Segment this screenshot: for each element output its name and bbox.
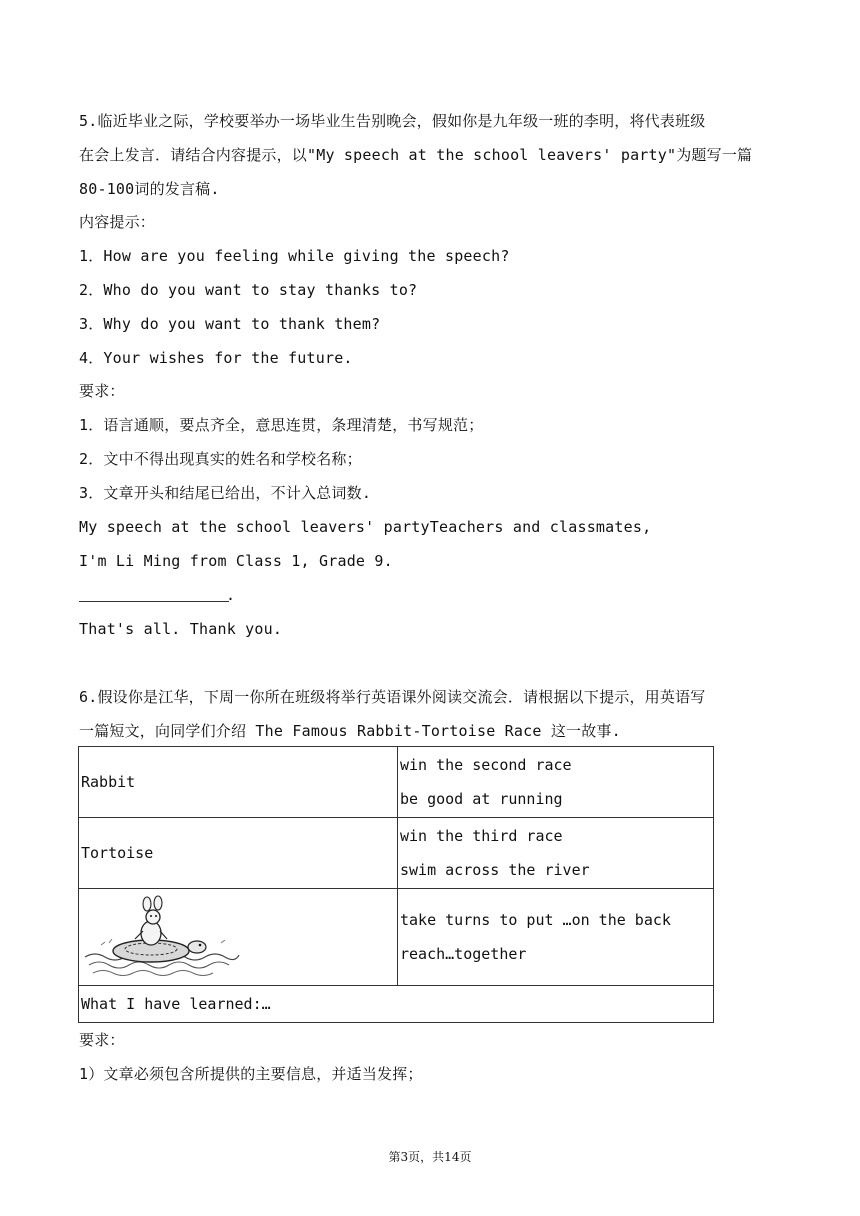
together-note-2: reach…together bbox=[400, 945, 527, 963]
q5-requirement-2: 2．文中不得出现真实的姓名和学校名称； bbox=[79, 450, 362, 468]
answer-blank-line bbox=[79, 589, 229, 602]
q5-prompt-line-3: 80-100词的发言稿. bbox=[79, 180, 220, 198]
table-row bbox=[79, 818, 714, 889]
table-row bbox=[79, 889, 714, 986]
table-row bbox=[79, 747, 714, 818]
rabbit-notes-cell bbox=[398, 747, 714, 818]
together-notes-cell bbox=[398, 889, 714, 986]
rabbit-on-tortoise-illustration bbox=[81, 895, 241, 979]
q5-opening-line-1: My speech at the school leavers' partyTeachers and classmates, bbox=[79, 518, 652, 536]
q5-closing-line: That's all. Thank you. bbox=[79, 620, 283, 638]
q5-opening-line-2: I'm Li Ming from Class 1, Grade 9. bbox=[79, 552, 393, 570]
tortoise-notes-cell bbox=[398, 818, 714, 889]
q5-hint-4: 4．Your wishes for the future. bbox=[79, 349, 353, 367]
q5-requirements-title: 要求： bbox=[79, 382, 125, 400]
q5-prompt-line-1: 5.临近毕业之际，学校要举办一场毕业生告别晚会，假如你是九年级一班的李明，将代表班级 bbox=[79, 112, 706, 130]
q5-requirement-3: 3．文章开头和结尾已给出，不计入总词数. bbox=[79, 484, 372, 502]
story-info-table bbox=[78, 746, 714, 1023]
q5-hint-2: 2．Who do you want to stay thanks to? bbox=[79, 281, 418, 299]
q5-requirement-1: 1．语言通顺，要点齐全，意思连贯，条理清楚，书写规范； bbox=[79, 416, 484, 434]
q5-hint-1: 1．How are you feeling while giving the speech? bbox=[79, 247, 510, 265]
tortoise-note-1: win the third race bbox=[400, 827, 563, 845]
rabbit-note-2: be good at running bbox=[400, 790, 563, 808]
rabbit-note-1: win the second race bbox=[400, 756, 572, 774]
rabbit-cell: Rabbit bbox=[79, 747, 398, 818]
q6-prompt-line-2: 一篇短文，向同学们介绍 The Famous Rabbit-Tortoise Race 这一故事. bbox=[79, 722, 621, 740]
table-row bbox=[79, 986, 714, 1023]
q6-requirements-title: 要求： bbox=[79, 1031, 125, 1049]
illustration-cell bbox=[79, 889, 398, 986]
tortoise-cell: Tortoise bbox=[79, 818, 398, 889]
page-number-footer: 第3页，共14页 bbox=[388, 1150, 472, 1164]
q6-requirement-1: 1）文章必须包含所提供的主要信息，并适当发挥； bbox=[79, 1065, 423, 1083]
q6-prompt-line-1: 6.假设你是江华，下周一你所在班级将举行英语课外阅读交流会．请根据以下提示，用英语写 bbox=[79, 688, 706, 706]
answer-blank-period: . bbox=[226, 586, 236, 604]
together-note-1: take turns to put …on the back bbox=[400, 911, 671, 929]
lesson-learned-cell: What I have learned:… bbox=[79, 986, 714, 1023]
q5-hint-3: 3．Why do you want to thank them? bbox=[79, 315, 381, 333]
q5-prompt-line-2: 在会上发言．请结合内容提示，以"My speech at the school leavers' party"为题写一篇 bbox=[79, 146, 753, 164]
tortoise-note-2: swim across the river bbox=[400, 861, 590, 879]
q5-hints-title: 内容提示： bbox=[79, 213, 156, 231]
